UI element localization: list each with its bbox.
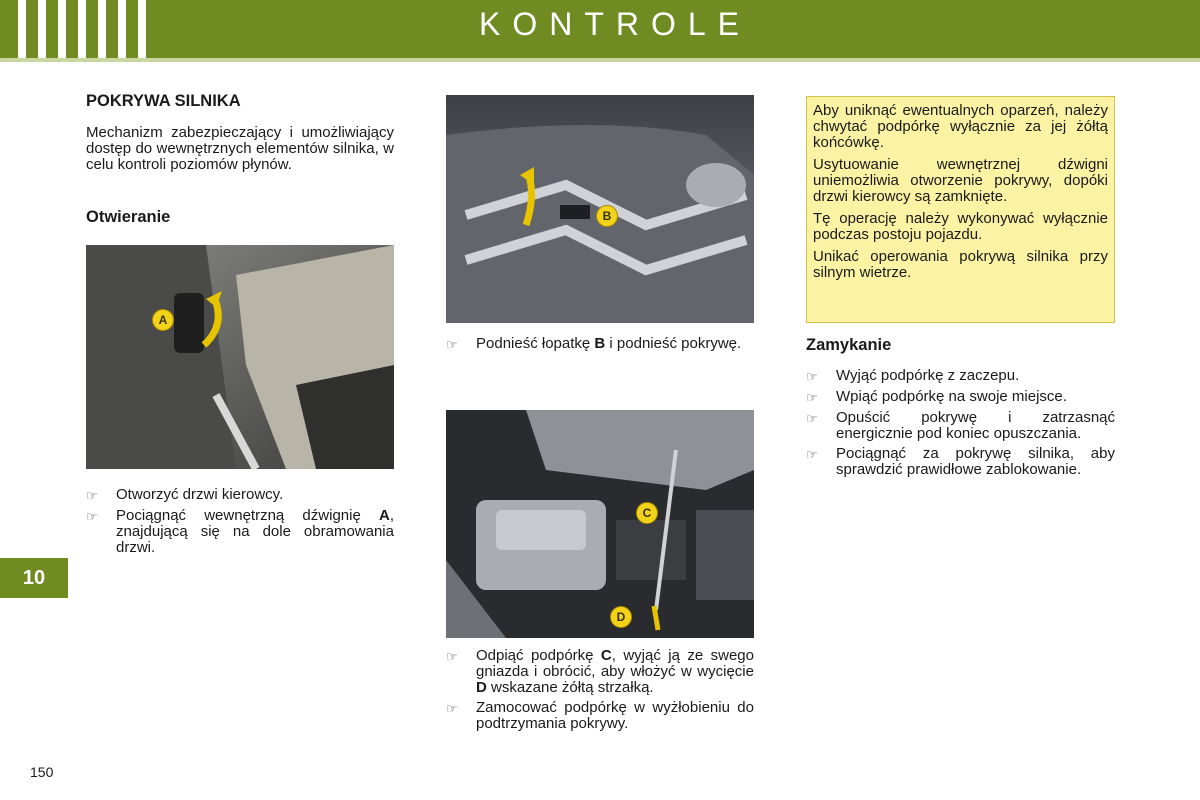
note-paragraph: Usytuowanie wewnętrznej dźwigni uniemożliwia otworzenie pokrywy, dopóki drzwi kierowcy są zamknięte. — [813, 156, 1108, 205]
door-lever-photo — [86, 245, 394, 469]
pointing-hand-icon: ☞ — [806, 447, 818, 462]
list-item — [446, 700, 754, 732]
note-paragraph: Tę operację należy wykonywać wyłącznie podczas postoju pojazdu. — [813, 210, 1108, 243]
note-paragraph: Aby uniknąć ewentualnych oparzeń, należy chwytać podpórkę wyłącznie za jej żółtą końcówkę. — [813, 102, 1108, 151]
step-text: Pociągnąć za pokrywę silnika, aby sprawdzić prawidłowe zablokowanie. — [836, 445, 1115, 478]
subheading-closing: Zamykanie — [806, 336, 892, 354]
list-item — [446, 648, 754, 696]
list-item — [806, 446, 1115, 478]
subheading-opening: Otwieranie — [86, 208, 171, 226]
closing-steps-list — [806, 368, 1115, 482]
step-text: Wpiąć podpórkę na swoje miejsce. — [836, 388, 1067, 405]
callout-d: D — [610, 606, 632, 628]
engine-bay-photo — [446, 410, 754, 638]
pointing-hand-icon: ☞ — [446, 649, 458, 664]
step-text: Podnieść łopatkę B i podnieść pokrywę. — [476, 335, 742, 352]
header-baseline — [0, 58, 1200, 62]
pointing-hand-icon: ☞ — [86, 509, 98, 524]
chapter-title: KONTROLE — [478, 6, 752, 42]
step-text: Odpiąć podpórkę C, wyjąć ją ze swego gniazda i obrócić, aby włożyć w wycięcie D wskazane żółtą strzałką. — [476, 647, 754, 696]
page-number: 150 — [30, 764, 54, 780]
pointing-hand-icon: ☞ — [806, 411, 818, 426]
list-item — [86, 508, 394, 556]
step-text: Otworzyć drzwi kierowcy. — [116, 486, 284, 503]
page-header — [0, 0, 1200, 62]
warning-note-box — [806, 96, 1115, 323]
callout-c: C — [636, 502, 658, 524]
list-item — [86, 487, 394, 504]
chapter-number-tab: 10 — [0, 558, 68, 598]
callout-b: B — [596, 205, 618, 227]
opening-steps-list — [86, 487, 394, 560]
door-lever-illustration — [86, 245, 394, 469]
intro-paragraph: Mechanizm zabezpieczający i umożliwiający dostęp do wewnętrznych elementów silnika, w celu kontroli poziomów płynów. — [86, 124, 394, 173]
step-text: Opuścić pokrywę i zatrzasnąć energicznie pod koniec opuszczania. — [836, 409, 1115, 442]
pointing-hand-icon: ☞ — [806, 390, 818, 405]
engine-bay-illustration — [446, 410, 754, 638]
step-text: Zamocować podpórkę w wyżłobieniu do podtrzymania pokrywy. — [476, 699, 754, 732]
list-item — [446, 336, 754, 353]
list-item — [806, 389, 1115, 406]
pointing-hand-icon: ☞ — [86, 488, 98, 503]
section-title: POKRYWA SILNIKA — [86, 92, 241, 110]
latch-step-list — [446, 336, 754, 357]
pointing-hand-icon: ☞ — [446, 701, 458, 716]
pointing-hand-icon: ☞ — [806, 369, 818, 384]
list-item — [806, 410, 1115, 442]
note-paragraph: Unikać operowania pokrywą silnika przy silnym wietrze. — [813, 248, 1108, 281]
callout-a: A — [152, 309, 174, 331]
list-item — [806, 368, 1115, 385]
prop-steps-list — [446, 648, 754, 736]
step-text: Pociągnąć wewnętrzną dźwignię A, znajdującą się na dole obramowania drzwi. — [116, 507, 394, 556]
grille-photo — [446, 95, 754, 323]
pointing-hand-icon: ☞ — [446, 337, 458, 352]
step-text: Wyjąć podpórkę z zaczepu. — [836, 367, 1020, 384]
